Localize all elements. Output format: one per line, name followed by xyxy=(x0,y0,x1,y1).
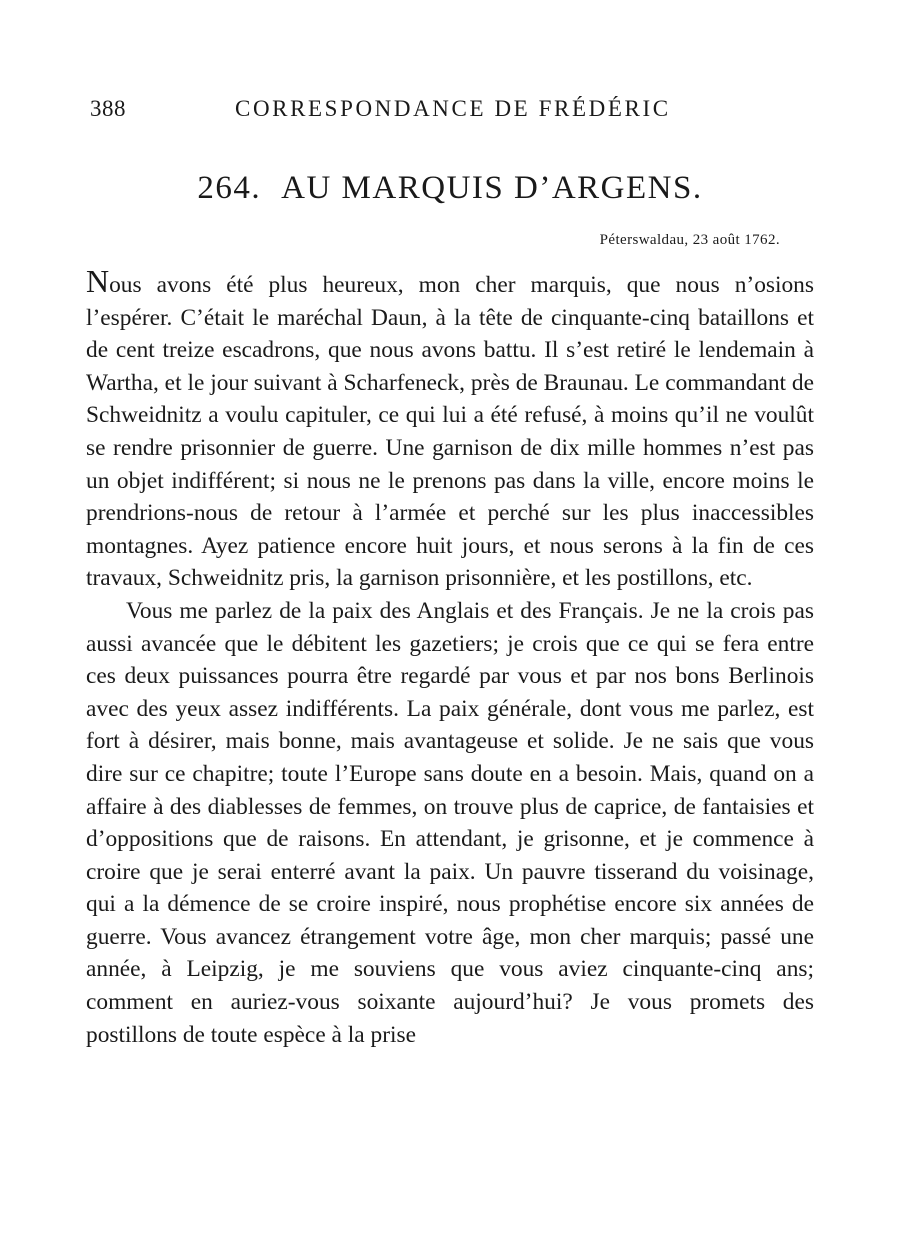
running-head xyxy=(90,96,810,130)
dateline: Péterswaldau, 23 août 1762. xyxy=(599,232,780,248)
letter-title: AU MARQUIS D’ARGENS. xyxy=(281,170,703,206)
letter-heading xyxy=(0,170,900,207)
running-title: CORRESPONDANCE DE FRÉDÉRIC xyxy=(235,96,671,121)
paragraph-2: Vous me parlez de la paix des Anglais et des Français. Je ne la crois pas aussi avancée que le débitent les gazetiers; je crois que ce qui se fera entre ces deux puissances pourra être regardé par vous et par nos bons Berlinois avec des yeux assez indifférents. La paix générale, dont vous me parlez, est fort à désirer, mais bonne, mais avantageuse et solide. Je ne sais que vous dire sur ce chapitre; toute l’Europe sans doute en a besoin. Mais, quand on a affaire à des diablesses de femmes, on trouve plus de caprice, de fantaisies et d’oppositions que de raisons. En attendant, je grisonne, et je commence à croire que je serai enterré avant la paix. Un pauvre tisserand du voisinage, qui a la démence de se croire inspiré, nous prophétise encore six années de guerre. Vous avancez étrangement votre âge, mon cher marquis; passé une année, à Leipzig, je me souviens que vous aviez cinquante-cinq ans; comment en auriez-vous soixante aujourd’hui? Je vous promets des postillons de toute espèce à la prise xyxy=(86,597,814,1048)
letter-number: 264. xyxy=(197,170,262,206)
paragraph-1 xyxy=(86,263,814,595)
page-number: 388 xyxy=(90,96,126,121)
initial-letter: N xyxy=(86,263,110,299)
paragraph-1-text: ous avons été plus heureux, mon cher marquis, que nous n’osions l’espérer. C’était le maréchal Daun, à la tête de cinquante-cinq bataillons et de cent treize escadrons, que nous avons battu. Il s’est retiré le lendemain à Wartha, et le jour suivant à Scharfeneck, près de Braunau. Le commandant de Schweidnitz a voulu capituler, ce qui lui a été refusé, à moins qu’il ne voulût se rendre prisonnier de guerre. Une garnison de dix mille hommes n’est pas un objet indifférent; si nous ne le prenons pas dans la ville, encore moins le prendrions-nous de retour à l’armée et perché sur les plus inaccessibles montagnes. Ayez patience encore huit jours, et nous serons à la fin de ces travaux, Schweidnitz pris, la garnison prisonnière, et les postillons, etc. xyxy=(86,272,814,592)
letter-body xyxy=(86,263,814,1051)
